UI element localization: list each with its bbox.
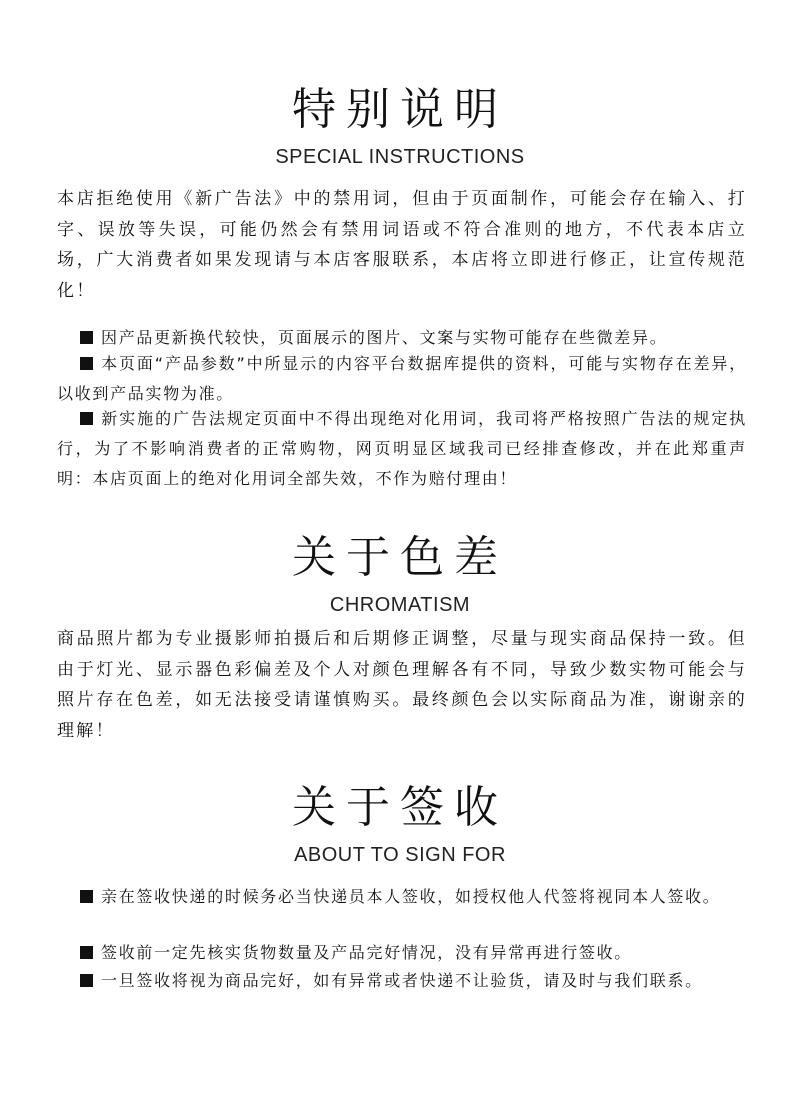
bullet-square-icon xyxy=(80,890,93,903)
sign-header xyxy=(0,782,800,867)
special-title: 特别说明 xyxy=(292,84,508,135)
chromatism-title: 关于色差 xyxy=(292,532,508,583)
bullet-square-icon xyxy=(80,331,93,344)
chromatism-subtitle: CHROMATISM xyxy=(329,594,471,616)
sign-bullet-3: 一旦签收将视为商品完好，如有异常或者快递不让验货，请及时与我们联系。 xyxy=(57,966,747,996)
special-intro: 本店拒绝使用《新广告法》中的禁用词，但由于页面制作，可能会存在输入、打字、误放等失误，可能仍然会有禁用词语或不符合准则的地方，不代表本店立场，广大消费者如果发现请与本店客服联系，本店将立即进行修正，让宣传规范化！ xyxy=(57,189,747,301)
bullet-square-icon xyxy=(80,974,93,987)
bullet-square-icon xyxy=(80,412,93,425)
special-bullet-3: 新实施的广告法规定页面中不得出现绝对化用词，我司将严格按照广告法的规定执行，为了不影响消费者的正常购物，网页明显区域我司已经排查修改，并在此郑重声明：本店页面上的绝对化用词全部失效，不作为赔付理由！ xyxy=(57,409,747,488)
special-bullet-1: 因产品更新换代较快，页面展示的图片、文案与实物可能存在些微差异。 xyxy=(57,323,747,353)
sign-bullet-2: 签收前一定先核实货物数量及产品完好情况，没有异常再进行签收。 xyxy=(57,938,747,968)
special-bullet-2: 本页面“产品参数”中所显示的内容平台数据库提供的资料，可能与实物存在差异，以收到产品实物为准。 xyxy=(57,354,747,403)
chromatism-text: 商品照片都为专业摄影师拍摄后和后期修正调整，尽量与现实商品保持一致。但由于灯光、显示器色彩偏差及个人对颜色理解各有不同，导致少数实物可能会与照片存在色差，如无法接受请谨慎购买。最终颜色会以实际商品为准，谢谢亲的理解！ xyxy=(57,629,747,741)
bullet-square-icon xyxy=(80,946,93,959)
special-subtitle: SPECIAL INSTRUCTIONS xyxy=(275,146,525,168)
sign-bullet-1: 亲在签收快递的时候务必当快递员本人签收，如授权他人代签将视同本人签收。 xyxy=(57,882,747,912)
sign-title: 关于签收 xyxy=(292,782,508,833)
bullet-square-icon xyxy=(80,357,93,370)
chromatism-header xyxy=(0,532,800,617)
sign-subtitle: ABOUT TO SIGN FOR xyxy=(294,844,506,866)
special-header xyxy=(0,84,800,169)
